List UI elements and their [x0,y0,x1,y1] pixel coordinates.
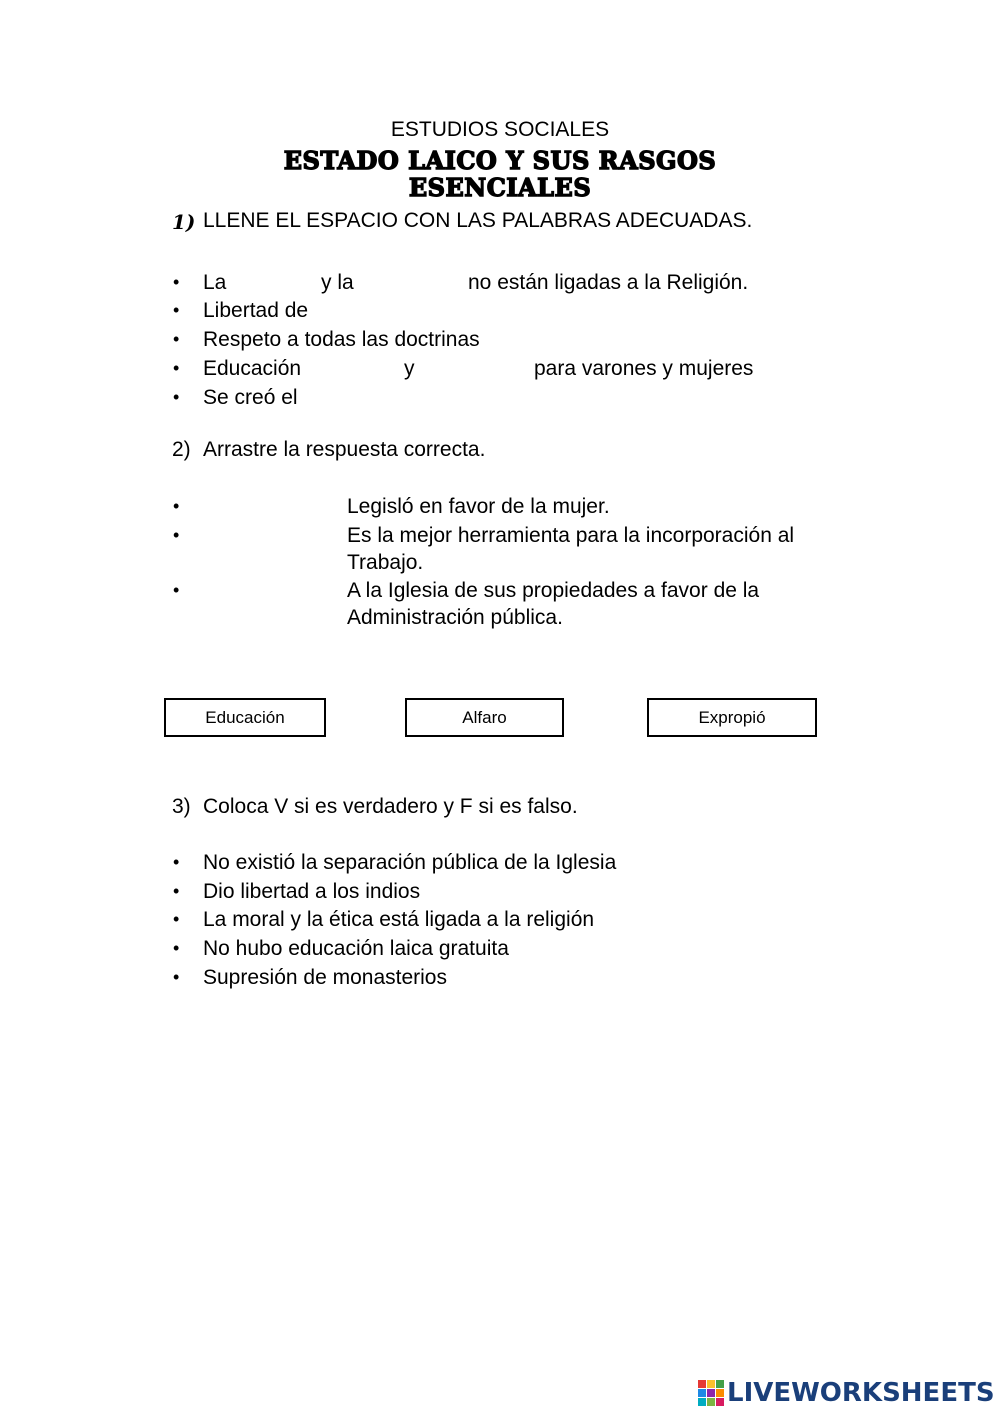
page-subject: ESTUDIOS SOCIALES [390,118,610,141]
liveworksheets-logo [698,1376,995,1410]
section3-instruction: Coloca V si es verdadero y F si es falso. [203,795,578,818]
section3-number: 3) [172,795,191,818]
section1-number: 1) [172,210,196,234]
s3-item4: No hubo educación laica gratuita [203,937,509,960]
s1-item1-part-c: no están ligadas a la Religión. [468,271,749,294]
bullet-icon: • [173,496,180,516]
option-alfaro[interactable]: Alfaro [405,698,564,737]
s1-item5: Se creó el [203,386,298,409]
option-educacion[interactable]: Educación [164,698,326,737]
liveworksheets-brand: LIVEWORKSHEETS [727,1378,995,1408]
s3-item2: Dio libertad a los indios [203,880,421,903]
s2-item3-line2: Administración pública. [347,606,563,629]
s3-item1: No existió la separación pública de la Iglesia [203,851,617,874]
section2-instruction: Arrastre la respuesta correcta. [203,438,486,461]
section2-number: 2) [172,438,191,461]
bullet-icon: • [173,909,180,929]
page-title-line2: ESENCIALES [408,173,592,202]
bullet-icon: • [173,329,180,349]
s1-item4-part-a: Educación [203,357,302,380]
s2-item3-line1: A la Iglesia de sus propiedades a favor de la [347,579,760,602]
bullet-icon: • [173,881,180,901]
bullet-icon: • [173,300,180,320]
bullet-icon: • [173,967,180,987]
bullet-icon: • [173,358,180,378]
bullet-icon: • [173,525,180,545]
section1-instruction: LLENE EL ESPACIO CON LAS PALABRAS ADECUADAS. [203,209,753,232]
option-expropio[interactable]: Expropió [647,698,817,737]
s1-item4-part-c: para varones y mujeres [534,357,754,380]
page-title [150,147,850,201]
s3-item3: La moral y la ética está ligada a la religión [203,908,595,931]
s1-item3: Respeto a todas las doctrinas [203,328,480,351]
bullet-icon: • [173,938,180,958]
s2-item2-line2: Trabajo. [347,551,424,574]
s3-item5: Supresión de monasterios [203,966,447,989]
liveworksheets-logo-icon [698,1380,724,1406]
s1-item4-part-b: y [404,357,415,380]
s2-item1: Legisló en favor de la mujer. [347,495,610,518]
page-title-line1: ESTADO LAICO Y SUS RASGOS [283,146,717,175]
bullet-icon: • [173,580,180,600]
bullet-icon: • [173,387,180,407]
s2-item2-line1: Es la mejor herramienta para la incorporación al [347,524,795,547]
s1-item1-part-b: y la [321,271,354,294]
s1-item1-part-a: La [203,271,227,294]
s1-item2: Libertad de [203,299,309,322]
bullet-icon: • [173,852,180,872]
bullet-icon: • [173,272,180,292]
